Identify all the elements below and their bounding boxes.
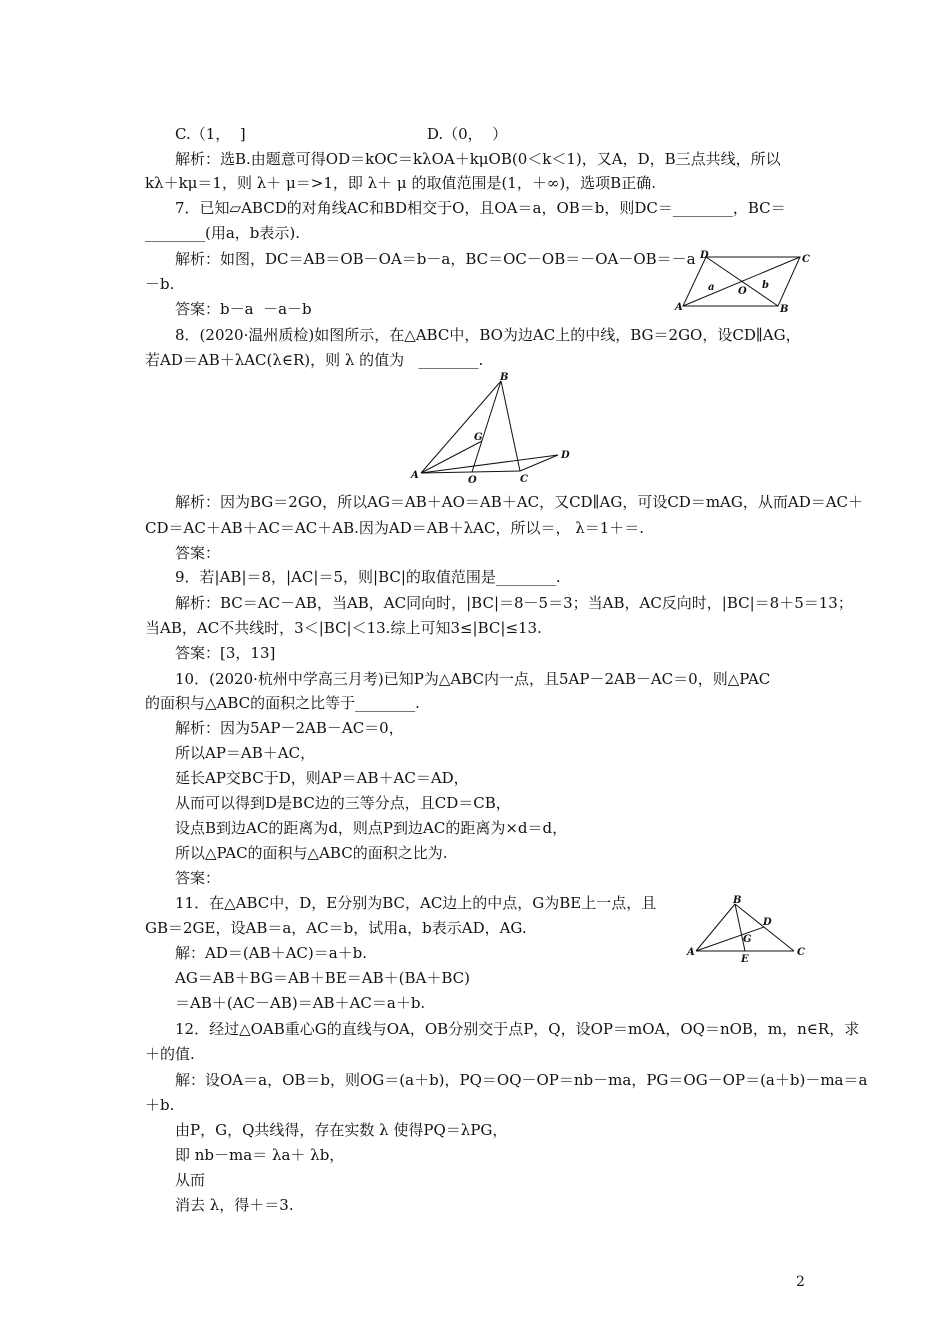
label-d: D xyxy=(561,450,570,461)
label-a: A xyxy=(411,470,419,481)
triangle-figure-11 xyxy=(682,890,810,966)
text-line: 解析：因为BG＝2GO，所以AG＝AB＋AO＝AB＋AC，又CD∥AG，可设CD＝mAG，从而AD＝AC＋ xyxy=(175,493,864,511)
text-line: kλ＋kμ＝1，则 λ＋ μ＝>1，即 λ＋ μ 的取值范围是(1，＋∞)，选项B正确. xyxy=(145,174,656,192)
question-7: 7．已知▱ABCD的对角线AC和BD相交于O，且OA＝a，OB＝b，则DC＝________，BC＝ xyxy=(175,199,786,217)
label-e: E xyxy=(741,954,749,965)
text-line: GB＝2GE，设AB＝a，AC＝b，试用a，b表示AD，AG. xyxy=(145,919,527,937)
label-g: G xyxy=(743,934,752,945)
text-line: ＝AB＋(AC－AB)＝AB＋AC＝a＋b. xyxy=(175,994,426,1012)
label-d: D xyxy=(763,917,772,928)
label-b: B xyxy=(500,372,509,383)
label-c: C xyxy=(520,474,528,484)
text-line: 的面积与△ABC的面积之比等于________. xyxy=(145,694,420,712)
label-c: C xyxy=(797,947,805,958)
text-line: 所以△PAC的面积与△ABC的面积之比为. xyxy=(175,844,448,862)
label-o: O xyxy=(468,475,477,484)
option-c-d: C.（1， ] D.（0， ） xyxy=(175,125,508,143)
text-line: 所以AP＝AB＋AC， xyxy=(175,744,316,762)
text-line: CD＝AC＋AB＋AC＝AC＋AB.因为AD＝AB＋λAC，所以＝， λ＝1＋＝. xyxy=(145,519,645,537)
answer-10: 答案： xyxy=(175,869,221,887)
text-line: ________(用a，b表示). xyxy=(145,224,301,242)
label-a: A xyxy=(675,302,683,313)
answer-8: 答案： xyxy=(175,544,221,562)
text-line: 从而可以得到D是BC边的三等分点，且CD＝CB， xyxy=(175,794,511,812)
label-c: C xyxy=(802,254,810,265)
text-line: AG＝AB＋BG＝AB＋BE＝AB＋(BA＋BC) xyxy=(175,969,470,987)
label-d: D xyxy=(700,250,709,261)
question-9: 9．若|AB|＝8，|AC|＝5，则|BC|的取值范围是________. xyxy=(175,568,561,586)
text-line: 由P，G，Q共线得，存在实数 λ 使得PQ＝λPG， xyxy=(175,1121,508,1139)
parallelogram-figure xyxy=(672,246,812,318)
text-line: 解析：BC＝AC－AB，当AB，AC同向时，|BC|＝8－5＝3；当AB，AC反向时，|BC|＝8＋5＝13； xyxy=(175,594,853,612)
text-line: 若AD＝AB＋λAC(λ∈R)，则 λ 的值为 ________. xyxy=(145,351,484,369)
text-line: 解析：如图，DC＝AB＝OB－OA＝b－a，BC＝OC－OB＝－OA－OB＝－a xyxy=(175,250,696,268)
label-g: G xyxy=(474,432,483,443)
text-line: 延长AP交BC于D，则AP＝AB＋AC＝AD， xyxy=(175,769,469,787)
text-line: 设点B到边AC的距离为d，则点P到边AC的距离为×d＝d， xyxy=(175,819,568,837)
text-line: －b. xyxy=(145,275,175,293)
question-8: 8．(2020·温州质检)如图所示，在△ABC中，BO为边AC上的中线，BG＝2GO，设CD∥AG， xyxy=(175,326,801,344)
label-b: B xyxy=(733,895,742,906)
text-line: ＋的值. xyxy=(145,1045,195,1063)
text-line: 解：AD＝(AB＋AC)＝a＋b. xyxy=(175,944,368,962)
text-line: 消去 λ，得＋＝3. xyxy=(175,1196,294,1214)
text-line: ＋b. xyxy=(145,1096,175,1114)
question-11: 11．在△ABC中，D，E分别为BC，AC边上的中点，G为BE上一点，且 xyxy=(175,894,657,912)
text-line: 当AB，AC不共线时，3＜|BC|＜13.综上可知3≤|BC|≤13. xyxy=(145,619,542,637)
question-12: 12．经过△OAB重心G的直线与OA，OB分别交于点P，Q，设OP＝mOA，OQ＝nOB，m，n∈R，求 xyxy=(175,1020,860,1038)
text-line: 解析：选B.由题意可得OD＝kOC＝kλOA＋kμOB(0＜k＜1)，又A，D，B三点共线，所以 xyxy=(175,150,781,168)
text-line: 解：设OA＝a，OB＝b，则OG＝(a＋b)，PQ＝OQ－OP＝nb－ma，PG＝OG－OP＝(a＋b)－ma＝a xyxy=(175,1071,868,1089)
label-vec-a: a xyxy=(708,282,715,293)
label-o: O xyxy=(738,286,747,297)
answer-7: 答案：b－a －a－b xyxy=(175,300,312,318)
label-b: B xyxy=(780,304,789,315)
question-10: 10．(2020·杭州中学高三月考)已知P为△ABC内一点，且5AP－2AB－AC＝0，则△PAC xyxy=(175,670,771,688)
page-number: 2 xyxy=(796,1274,805,1290)
triangle-figure-8 xyxy=(406,370,576,484)
label-vec-b: b xyxy=(762,280,769,291)
answer-9: 答案：[3，13] xyxy=(175,644,276,662)
text-line: 从而 xyxy=(175,1171,206,1189)
label-a: A xyxy=(687,947,695,958)
text-line: 解析：因为5AP－2AB－AC＝0， xyxy=(175,719,404,737)
text-line: 即 nb－ma＝ λa＋ λb， xyxy=(175,1146,345,1164)
